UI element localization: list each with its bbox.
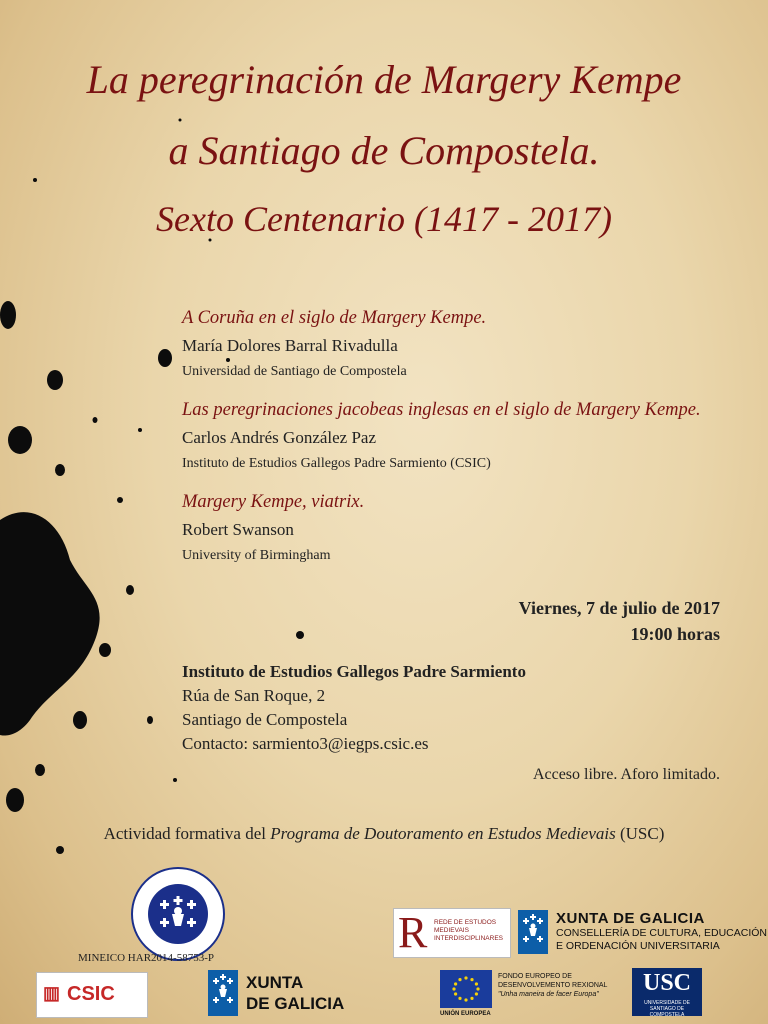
- rede-estudos-medievais-logo: [393, 908, 511, 958]
- csic-logo: [36, 972, 148, 1018]
- mineico-grant-label: MINEICO HAR2014-58753-P: [78, 952, 214, 964]
- eu-caption: UNIÓN EUROPEA: [440, 1011, 491, 1017]
- feder-line-2: DESENVOLVEMENTO REXIONAL: [498, 982, 608, 989]
- program-suffix: (USC): [615, 824, 665, 843]
- feder-line-1: FONDO EUROPEO DE: [498, 973, 572, 980]
- rede-text: REDE DE ESTUDOS MEDIEVAIS INTERDISCIPLINARES: [434, 919, 503, 942]
- event-time: 19:00 horas: [630, 624, 720, 644]
- venue-name: Instituto de Estudios Gallegos Padre Sarmiento: [182, 662, 526, 681]
- xunta-conselleria-logo: [556, 910, 767, 953]
- csic-mark-icon: ▥: [43, 983, 61, 1003]
- talk-affiliation: Universidad de Santiago de Compostela: [182, 364, 407, 379]
- event-datetime: [519, 598, 720, 650]
- talk-item: [182, 308, 742, 400]
- conselleria-line-2: E ORDENACIÓN UNIVERSITARIA: [556, 940, 720, 952]
- access-note: Acceso libre. Aforo limitado.: [532, 766, 720, 783]
- conselleria-line-1: CONSELLERÍA DE CULTURA, EDUCACIÓN: [556, 927, 768, 939]
- eu-flag-icon: [440, 970, 492, 1008]
- talk-item: [182, 400, 742, 492]
- talk-affiliation: University of Birmingham: [182, 548, 331, 563]
- talk-affiliation: Instituto de Estudios Gallegos Padre Sarmiento (CSIC): [182, 456, 491, 471]
- talk-item: [182, 492, 742, 584]
- iegps-seal-logo: [130, 866, 226, 962]
- usc-logo: [632, 968, 702, 1016]
- xunta-galicia-logo: [246, 972, 344, 1014]
- csic-word: CSIC: [67, 983, 115, 1005]
- talk-speaker: María Dolores Barral Rivadulla: [182, 336, 398, 355]
- feder-motto: "Unha maneira de facer Europa": [498, 991, 599, 998]
- xunta-emblem-icon: [518, 910, 548, 954]
- usc-sub: UNIVERSIDADE DE SANTIAGO DE COMPOSTELA: [644, 1000, 690, 1018]
- venue-block: [182, 662, 526, 758]
- venue-contact[interactable]: Contacto: sarmiento3@iegps.csic.es: [182, 734, 429, 753]
- usc-word: USC: [642, 970, 691, 996]
- title-line-1: La peregrinación de Margery Kempe: [86, 57, 682, 102]
- xunta-line-2: DE GALICIA: [246, 994, 345, 1013]
- xunta-name: XUNTA DE GALICIA: [556, 910, 705, 927]
- program-name: Programa de Doutoramento en Estudos Medievais: [270, 824, 616, 843]
- rede-initial: R: [398, 908, 428, 957]
- venue-street: Rúa de San Roque, 2: [182, 686, 326, 705]
- talk-speaker: Robert Swanson: [182, 520, 294, 539]
- talk-title: Margery Kempe, viatrix.: [182, 492, 365, 512]
- talk-title: A Coruña en el siglo de Margery Kempe.: [182, 308, 487, 328]
- venue-city: Santiago de Compostela: [182, 710, 348, 729]
- program-prefix: Actividad formativa del: [103, 824, 271, 843]
- talk-speaker: Carlos Andrés González Paz: [182, 428, 377, 447]
- feder-text: [498, 972, 628, 999]
- program-note: [0, 824, 768, 844]
- title-line-3: Sexto Centenario (1417 - 2017): [156, 199, 612, 239]
- title-line-2: a Santiago de Compostela.: [168, 128, 600, 173]
- talks-list: [182, 308, 742, 584]
- event-date: Viernes, 7 de julio de 2017: [518, 598, 720, 618]
- xunta-emblem-icon: [208, 970, 238, 1016]
- xunta-line-1: XUNTA: [246, 973, 304, 992]
- talk-title: Las peregrinaciones jacobeas inglesas en el siglo de Margery Kempe.: [182, 400, 701, 420]
